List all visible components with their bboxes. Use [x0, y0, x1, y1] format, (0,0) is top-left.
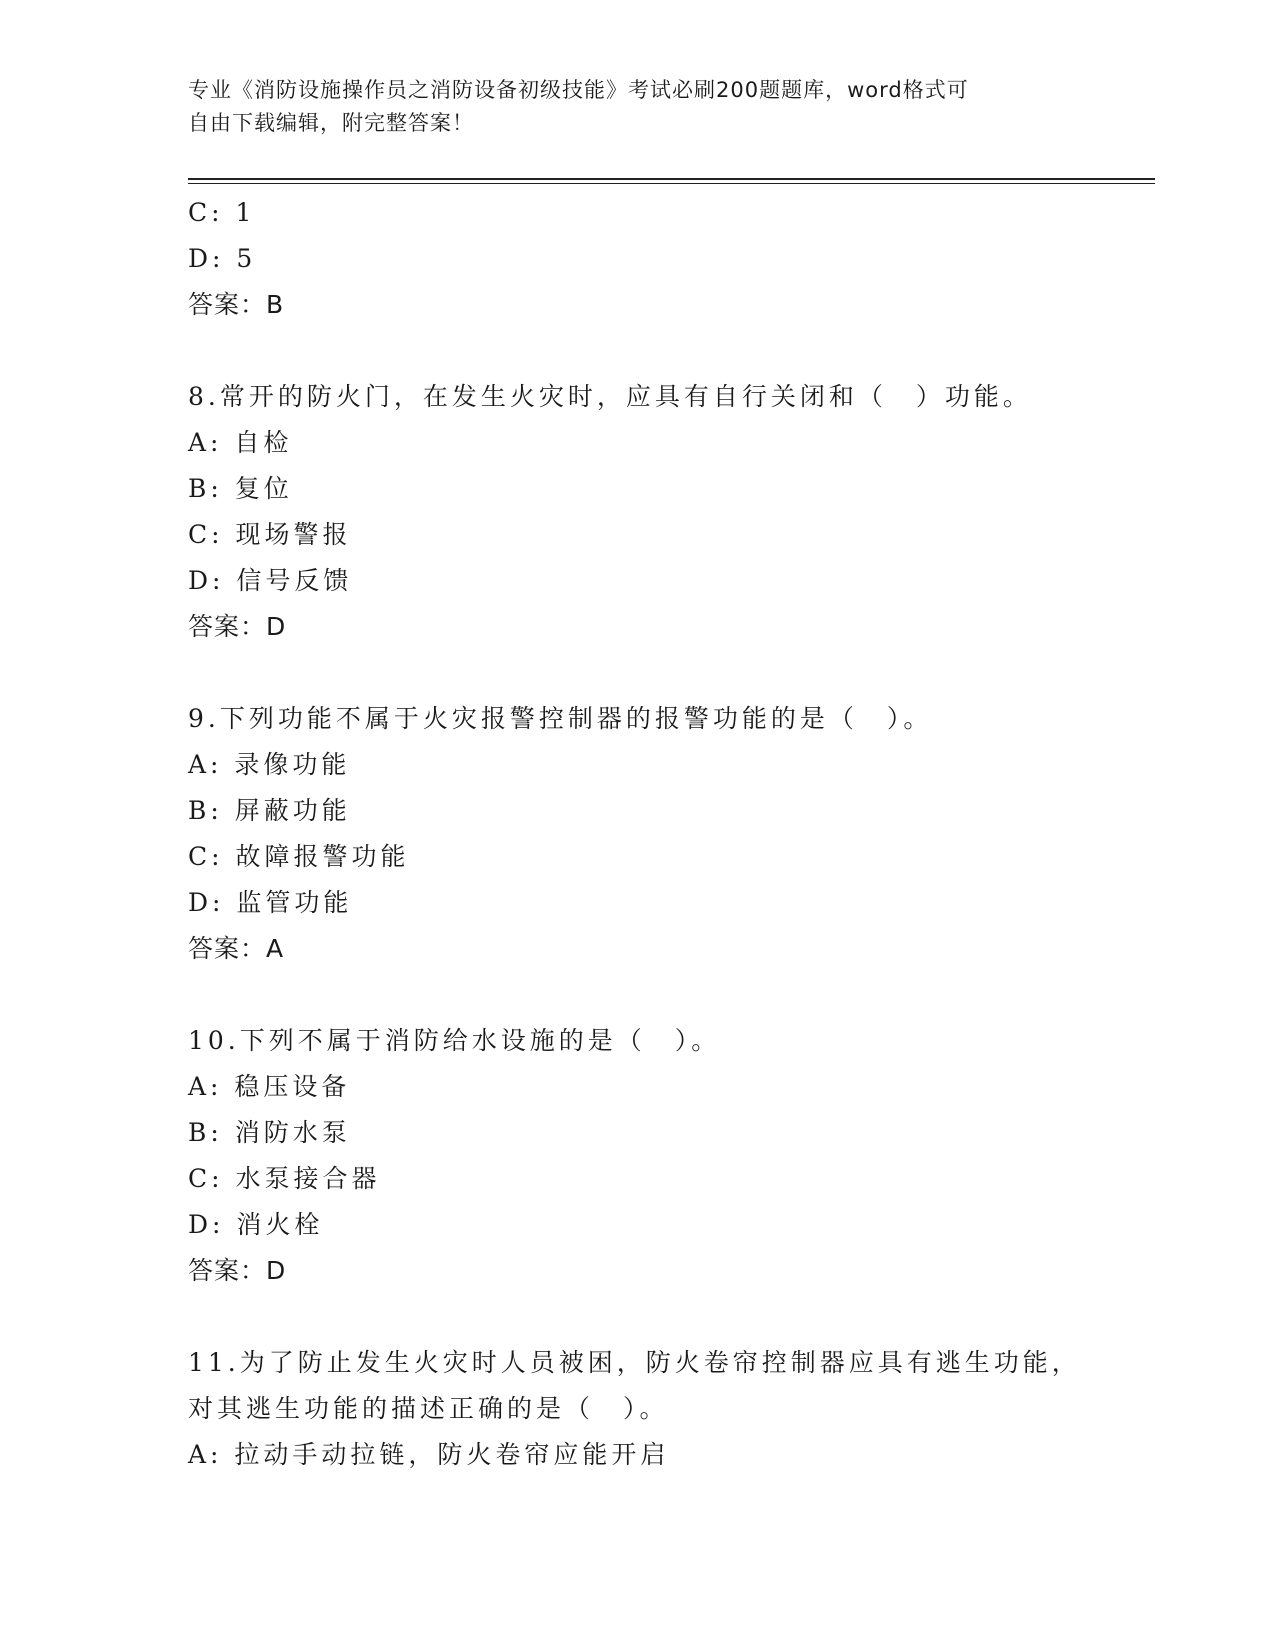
spacer [188, 328, 1088, 374]
option-a: A: 自检 [188, 428, 293, 457]
question-list [188, 190, 1088, 1478]
option-b: B: 复位 [188, 474, 293, 503]
option-d: D: 5 [188, 244, 257, 273]
question-block-9 [188, 696, 1088, 972]
option-a: A: 拉动手动拉链，防火卷帘应能开启 [188, 1440, 670, 1469]
question-stem: 8.常开的防火门，在发生火灾时，应具有自行关闭和（ ）功能。 [188, 382, 1032, 411]
header-divider-thick [188, 178, 1155, 180]
option-c: C: 1 [188, 198, 256, 227]
option-b: B: 消防水泵 [188, 1118, 351, 1147]
question-stem-line-2: 对其逃生功能的描述正确的是（ ）。 [188, 1394, 669, 1423]
question-stem-line-1: 11.为了防止发生火灾时人员被困，防火卷帘控制器应具有逃生功能， [188, 1348, 1081, 1377]
header-line-1: 专业《消防设施操作员之消防设备初级技能》考试必刷200题题库，word格式可 [188, 78, 969, 102]
answer-line: 答案：A [188, 934, 285, 963]
option-c: C: 现场警报 [188, 520, 352, 549]
question-stem: 9.下列功能不属于火灾报警控制器的报警功能的是（ ）。 [188, 704, 933, 733]
spacer [188, 1294, 1088, 1340]
answer-line: 答案：D [188, 612, 287, 641]
question-block-10 [188, 1018, 1088, 1294]
spacer [188, 650, 1088, 696]
question-block-7 [188, 190, 1088, 328]
option-a: A: 录像功能 [188, 750, 351, 779]
option-c: C: 水泵接合器 [188, 1164, 381, 1193]
option-c: C: 故障报警功能 [188, 842, 410, 871]
spacer [188, 972, 1088, 1018]
document-header [188, 74, 1068, 140]
question-block-8 [188, 374, 1088, 650]
option-d: D: 监管功能 [188, 888, 353, 917]
question-block-11 [188, 1340, 1088, 1478]
option-d: D: 消火栓 [188, 1210, 324, 1239]
option-a: A: 稳压设备 [188, 1072, 351, 1101]
option-d: D: 信号反馈 [188, 566, 353, 595]
header-line-2: 自由下载编辑，附完整答案！ [188, 111, 474, 135]
answer-line: 答案：D [188, 1256, 287, 1285]
option-b: B: 屏蔽功能 [188, 796, 351, 825]
header-divider-thin [188, 183, 1155, 184]
question-stem: 10.下列不属于消防给水设施的是（ ）。 [188, 1026, 721, 1055]
answer-line: 答案：B [188, 290, 285, 319]
